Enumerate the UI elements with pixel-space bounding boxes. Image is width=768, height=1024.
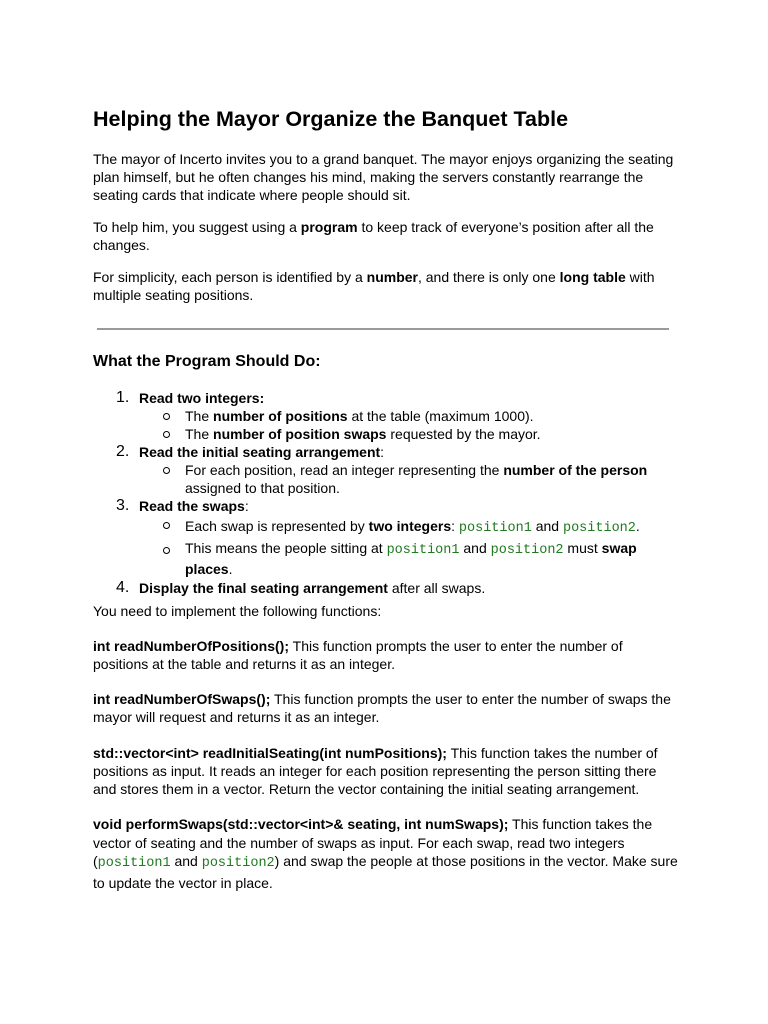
hollow-bullet-icon <box>163 413 170 420</box>
step-title: Read the swaps <box>139 498 245 514</box>
function-description: This function takes the number of positions as input. It reads an integer for each position representing the person sitting there and stores them in a vector. Return the vector containing the initial seating arrangement. <box>93 745 658 797</box>
intro-paragraph-3 <box>93 268 678 304</box>
hollow-bullet-icon <box>163 547 170 554</box>
text: after all swaps. <box>387 580 486 596</box>
bold-text: number of positions <box>213 408 348 424</box>
function-description: ) and swap the people at those positions in the vector. Make sure to update the vector in place. <box>93 853 678 891</box>
sub-item <box>93 539 678 579</box>
hollow-bullet-icon <box>163 431 170 438</box>
function-readInitialSeating <box>93 744 678 798</box>
text: at the table (maximum 1000). <box>347 408 534 424</box>
text: For each position, read an integer representing the <box>185 462 504 478</box>
horizontal-divider <box>97 328 669 330</box>
intro-paragraph-2 <box>93 218 678 254</box>
text: : <box>451 518 459 534</box>
list-item-step-4 <box>93 579 678 597</box>
text: : <box>380 444 385 460</box>
text: requested by the mayor. <box>386 426 541 442</box>
page-title: Helping the Mayor Organize the Banquet Table <box>93 107 569 131</box>
text: . <box>228 561 233 577</box>
text: The <box>185 408 214 424</box>
function-readNumberOfSwaps <box>93 690 678 726</box>
function-signature: std::vector<int> readInitialSeating(int numPositions); <box>93 745 447 761</box>
sub-item <box>93 425 678 443</box>
intro-paragraph-1: The mayor of Incerto invites you to a grand banquet. The mayor enjoys organizing the seating plan himself, but he often changes his mind, making the servers constantly rearrange the seating cards that indicate where people should sit. <box>93 151 674 203</box>
text: This means the people sitting at <box>185 540 387 556</box>
list-item-step-2 <box>93 443 678 461</box>
function-performSwaps <box>93 815 678 892</box>
steps-list <box>93 389 678 597</box>
bold-text: two integers <box>368 518 452 534</box>
hollow-bullet-icon <box>163 522 170 529</box>
step-title: Display the final seating arrangement <box>139 580 388 596</box>
code-position2: position2 <box>490 543 564 558</box>
intro-p3-bold-table: long table <box>559 269 626 285</box>
function-description: and <box>170 853 202 869</box>
hollow-bullet-icon <box>163 467 170 474</box>
text: The <box>185 426 214 442</box>
sub-item <box>93 407 678 425</box>
bold-text: number of position swaps <box>213 426 387 442</box>
intro-p3-text: For simplicity, each person is identified by a <box>93 269 367 285</box>
section-heading: What the Program Should Do: <box>93 353 321 370</box>
function-signature: void performSwaps(std::vector<int>& seating, int numSwaps); <box>93 816 509 832</box>
function-description: This function prompts the user to enter the number of positions at the table and returns it as an integer. <box>93 638 623 672</box>
code-position2: position2 <box>562 521 636 536</box>
step-number: 4. <box>116 579 130 596</box>
text: must <box>563 540 602 556</box>
step-title: Read two integers: <box>139 390 265 406</box>
functions-intro: You need to implement the following functions: <box>93 603 382 619</box>
text: and <box>459 540 491 556</box>
bold-text: number of the person <box>503 462 648 478</box>
function-description: This function prompts the user to enter the number of swaps the mayor will request and returns it as an integer. <box>93 691 671 725</box>
text: : <box>244 498 249 514</box>
step-title: Read the initial seating arrangement <box>139 444 381 460</box>
intro-p3-text-mid: , and there is only one <box>417 269 560 285</box>
text: . <box>635 518 640 534</box>
intro-p3-bold-number: number <box>366 269 418 285</box>
list-item-step-1 <box>93 389 678 407</box>
step-number: 2. <box>116 443 130 460</box>
text: and <box>531 518 563 534</box>
text: Each swap is represented by <box>185 518 369 534</box>
function-description: This function takes the vector of seating and the number of swaps as input. For each swap, read two integers ( <box>93 816 653 869</box>
sub-item <box>93 461 678 497</box>
sub-item <box>93 516 678 539</box>
code-position1: position1 <box>458 521 532 536</box>
intro-p3-text-end: with multiple seating positions. <box>93 269 655 303</box>
text: assigned to that position. <box>185 480 340 496</box>
intro-p2-text-end: to keep track of everyone’s position after all the changes. <box>93 219 654 253</box>
step-number: 3. <box>116 497 130 514</box>
code-position2: position2 <box>201 856 275 871</box>
intro-p2-text: To help him, you suggest using a <box>93 219 301 235</box>
code-position1: position1 <box>97 856 171 871</box>
bold-text: swap places <box>185 540 637 577</box>
function-readNumberOfPositions <box>93 637 678 673</box>
intro-p2-bold: program <box>300 219 358 235</box>
code-position1: position1 <box>386 543 460 558</box>
step-number: 1. <box>116 389 130 406</box>
list-item-step-3 <box>93 497 678 515</box>
function-signature: int readNumberOfSwaps(); <box>93 691 271 707</box>
function-signature: int readNumberOfPositions(); <box>93 638 290 654</box>
